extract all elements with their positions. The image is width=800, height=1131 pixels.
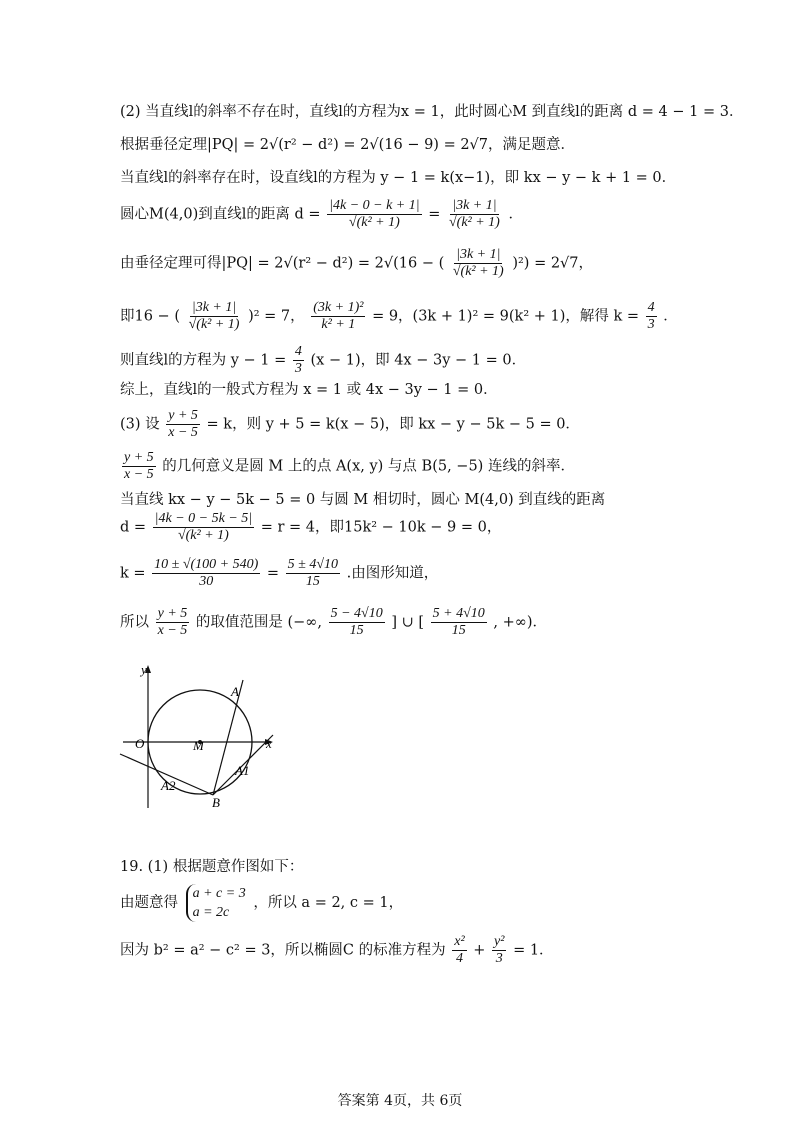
text-line-13 bbox=[120, 557, 438, 590]
line14-middle-2: ] ∪ [ bbox=[391, 614, 425, 631]
text-line-1: (2) 当直线l的斜率不存在时，直线l的方程为x = 1，此时圆心M 到直线l的距离 d = 4 − 1 = 3． bbox=[120, 104, 744, 120]
line16-prefix: 由题意得 bbox=[120, 895, 178, 911]
line12-prefix: d = bbox=[120, 519, 147, 536]
fraction-numerator: 4 bbox=[647, 300, 655, 315]
fraction bbox=[153, 511, 254, 544]
fraction-denominator: √(k² + 1) bbox=[448, 215, 500, 230]
fraction bbox=[122, 450, 156, 483]
system-equation-1: a + c = 3 bbox=[192, 886, 246, 901]
text-line-4 bbox=[120, 198, 523, 231]
fraction bbox=[431, 606, 487, 639]
fraction-numerator: |4k − 0 − k + 1| bbox=[329, 198, 420, 213]
fraction bbox=[286, 557, 340, 590]
line9-end: = k，则 y + 5 = k(x − 5)，即 kx − y − 5k − 5 = 0． bbox=[206, 416, 580, 433]
line13-end: .由图形知道， bbox=[346, 565, 439, 582]
system-equation-2: a = 2c bbox=[192, 905, 230, 920]
text-line-6 bbox=[120, 300, 678, 333]
line7-prefix: 则直线l的方程为 y − 1 = bbox=[120, 352, 287, 369]
fraction-denominator: 30 bbox=[199, 574, 214, 589]
fraction bbox=[152, 557, 260, 590]
text-line-16 bbox=[120, 884, 403, 922]
fraction-numerator: 5 − 4√10 bbox=[330, 606, 383, 621]
line10-end: 的几何意义是圆 M 上的点 A(x, y) 与点 B(5, −5) 连线的斜率． bbox=[162, 458, 575, 475]
fraction-denominator: √(k² + 1) bbox=[188, 317, 240, 332]
line14-end: , +∞)． bbox=[493, 614, 548, 631]
fraction bbox=[646, 300, 657, 333]
line5-end: )²) = 2√7， bbox=[512, 255, 594, 272]
label-b: B bbox=[212, 795, 220, 810]
fraction-numerator: x² bbox=[454, 934, 465, 949]
plus-sign: + bbox=[473, 942, 486, 959]
fraction-numerator: |3k + 1| bbox=[456, 247, 501, 262]
line6-middle: )² = 7， bbox=[248, 308, 305, 325]
line13-prefix: k = bbox=[120, 565, 146, 582]
text-line-9 bbox=[120, 408, 580, 441]
label-a1: A1 bbox=[235, 763, 250, 778]
label-o: O bbox=[135, 736, 145, 751]
fraction-denominator: 15 bbox=[451, 623, 466, 638]
fraction-numerator: 10 ± √(100 + 540) bbox=[154, 557, 259, 572]
fraction-denominator: 4 bbox=[455, 951, 463, 966]
label-a: A bbox=[231, 684, 239, 699]
page-footer: 答案第 4页，共 6页 bbox=[337, 1093, 463, 1109]
line16-end: ，所以 a = 2, c = 1， bbox=[253, 895, 404, 911]
fraction-denominator: 3 bbox=[294, 361, 302, 376]
text-line-3: 当直线l的斜率存在时，设直线l的方程为 y − 1 = k(x−1)，即 kx − y − k + 1 = 0． bbox=[120, 170, 677, 186]
fraction-denominator: x − 5 bbox=[168, 425, 198, 440]
line14-prefix: 所以 bbox=[120, 614, 149, 631]
fraction-numerator: |3k + 1| bbox=[191, 300, 237, 315]
fraction-denominator: √(k² + 1) bbox=[452, 264, 504, 279]
text-line-8: 综上，直线l的一般式方程为 x = 1 或 4x − 3y − 1 = 0． bbox=[120, 382, 498, 398]
label-a2: A2 bbox=[161, 778, 176, 793]
fraction-denominator: 3 bbox=[495, 951, 503, 966]
fraction-denominator: √(k² + 1) bbox=[177, 528, 229, 543]
fraction-numerator: |3k + 1| bbox=[452, 198, 497, 213]
fraction-denominator: 3 bbox=[647, 317, 655, 332]
label-y: y bbox=[141, 662, 147, 677]
fraction-numerator: 5 + 4√10 bbox=[432, 606, 485, 621]
fraction-denominator: x − 5 bbox=[157, 623, 188, 638]
fraction bbox=[451, 247, 506, 280]
line17-end: = 1． bbox=[513, 942, 554, 959]
fraction bbox=[327, 198, 421, 231]
text-line-12 bbox=[120, 511, 501, 544]
line6-prefix: 即16 − ( bbox=[120, 308, 180, 325]
equals-sign: = bbox=[266, 565, 280, 582]
label-m: M bbox=[193, 738, 204, 753]
text-line-2: 根据垂径定理|PQ| = 2√(r² − d²) = 2√(16 − 9) = 2√7，满足题意． bbox=[120, 137, 576, 153]
fraction-numerator: 5 ± 4√10 bbox=[287, 557, 339, 572]
line12-end: = r = 4，即15k² − 10k − 9 = 0， bbox=[260, 519, 502, 536]
fraction bbox=[293, 344, 304, 377]
text-line-10 bbox=[120, 450, 575, 483]
fraction-denominator: √(k² + 1) bbox=[348, 215, 400, 230]
line7-end: (x − 1)，即 4x − 3y − 1 = 0． bbox=[310, 352, 527, 369]
line6-end: ． bbox=[663, 308, 678, 325]
line4-end: ． bbox=[508, 206, 523, 223]
fraction-numerator: y + 5 bbox=[168, 408, 198, 423]
line5-prefix: 由垂径定理可得|PQ| = 2√(r² − d²) = 2√(16 − ( bbox=[120, 255, 445, 272]
fraction-denominator: x − 5 bbox=[124, 467, 154, 482]
text-line-11: 当直线 kx − y − 5k − 5 = 0 与圆 M 相切时，圆心 M(4,0) 到直线的距离 bbox=[120, 492, 606, 508]
text-line-15: 19. (1) 根据题意作图如下： bbox=[120, 859, 304, 875]
text-line-5 bbox=[120, 247, 593, 280]
fraction-denominator: 15 bbox=[349, 623, 364, 638]
fraction-denominator: k² + 1 bbox=[321, 317, 356, 332]
fraction-numerator: y² bbox=[494, 934, 505, 949]
fraction bbox=[452, 934, 466, 967]
fraction bbox=[156, 606, 190, 639]
text-line-17 bbox=[120, 934, 554, 967]
geometry-figure bbox=[115, 660, 305, 820]
fraction bbox=[447, 198, 502, 231]
fraction bbox=[311, 300, 365, 333]
line9-prefix: (3) 设 bbox=[120, 416, 160, 433]
label-x: x bbox=[266, 736, 272, 751]
fraction bbox=[187, 300, 242, 333]
equals-sign: = bbox=[428, 206, 441, 223]
fraction-denominator: 15 bbox=[305, 574, 320, 589]
line4-prefix: 圆心M(4,0)到直线l的距离 d = bbox=[120, 206, 321, 223]
line14-middle: 的取值范围是 (−∞, bbox=[195, 614, 322, 631]
line6-middle-2: = 9，(3k + 1)² = 9(k² + 1)，解得 k = bbox=[372, 308, 640, 325]
fraction bbox=[492, 934, 506, 967]
fraction-numerator: |4k − 0 − 5k − 5| bbox=[154, 511, 253, 526]
line17-prefix: 因为 b² = a² − c² = 3，所以椭圆C 的标准方程为 bbox=[120, 942, 446, 959]
equation-system bbox=[186, 884, 246, 922]
fraction-numerator: y + 5 bbox=[157, 606, 188, 621]
fraction-numerator: y + 5 bbox=[124, 450, 154, 465]
fraction bbox=[166, 408, 200, 441]
fraction-numerator: (3k + 1)² bbox=[313, 300, 364, 315]
text-line-14 bbox=[120, 606, 547, 639]
text-line-7 bbox=[120, 344, 526, 377]
fraction-numerator: 4 bbox=[294, 344, 302, 359]
fraction bbox=[329, 606, 385, 639]
